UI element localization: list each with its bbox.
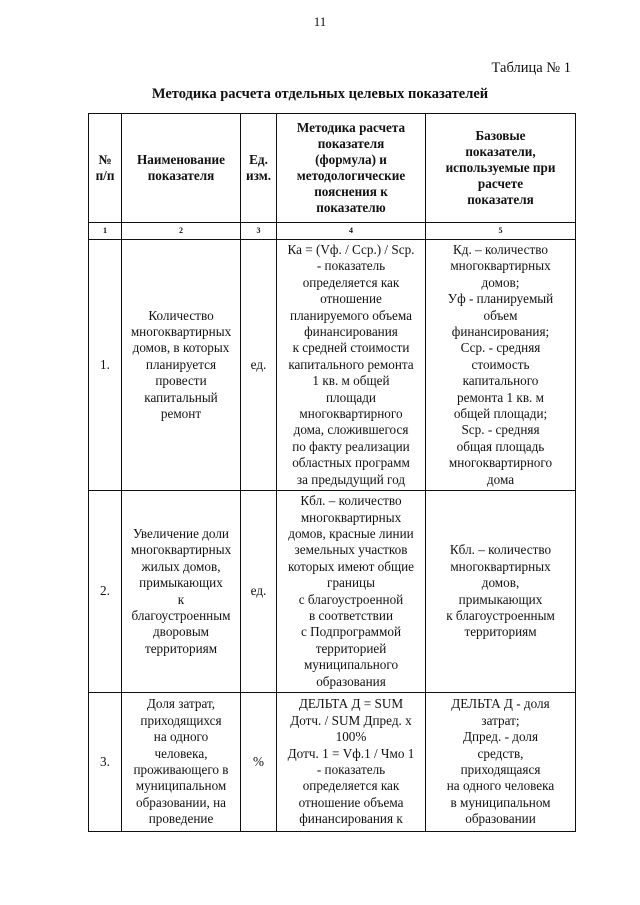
base-indicators (426, 692, 576, 831)
cell-line: с Подпрограммой (300, 624, 402, 640)
cell-line: на одного человека (446, 778, 555, 794)
cell-line: 100% (335, 729, 367, 745)
cell-line: домов, (481, 575, 520, 591)
cell-line: образовании, на (135, 794, 227, 810)
column-number: 3 (241, 223, 277, 240)
cell-line: методологические (296, 168, 406, 183)
cell-line: отношение (320, 291, 382, 307)
table-row (89, 491, 576, 693)
column-number: 4 (277, 223, 426, 240)
cell-line: Sср. - средняя (461, 422, 540, 438)
cell-line: провести (155, 373, 207, 389)
cell-line: дворовым (152, 624, 210, 640)
header-cell (89, 114, 122, 223)
cell-line: Кбл. – количество (300, 493, 402, 509)
document-title: Методика расчета отдельных целевых показателей (151, 86, 489, 102)
column-number: 1 (89, 223, 122, 240)
cell-line: Кбл. – количество (449, 542, 552, 558)
cell-line: ремонт (160, 406, 202, 422)
cell-line: показателя (317, 136, 385, 151)
cell-line: финансирования; (451, 324, 550, 340)
cell-line: капитального (462, 373, 539, 389)
cell-line: домов, красные линии (288, 525, 414, 541)
cell-line: примыкающих (458, 591, 543, 607)
cell-line: средств, (477, 745, 524, 761)
cell-line: образования (316, 673, 386, 689)
cell-line: используемые при (445, 160, 556, 175)
cell-line: № (98, 152, 112, 167)
table-header-row (89, 114, 576, 223)
cell-line: Ед. (249, 152, 268, 167)
cell-line: определяется как (302, 274, 400, 290)
cell-line: территориям (464, 624, 537, 640)
cell-line: на одного (153, 729, 209, 745)
calculation-method (277, 692, 426, 831)
cell-line: пояснения к (314, 184, 388, 199)
base-indicators (426, 240, 576, 491)
cell-line: финансирования к (299, 811, 403, 827)
cell-line: к средней стоимости (292, 340, 410, 356)
cell-line: - показатель (316, 258, 386, 274)
row-number: 2. (89, 491, 122, 693)
cell-line: многоквартирных (300, 509, 402, 525)
cell-line: Увеличение доли (132, 525, 229, 541)
cell-line: расчете (477, 176, 524, 191)
cell-line: Сср. - средняя (460, 340, 541, 356)
cell-line: примыкающих (139, 575, 223, 591)
cell-line: образовании (465, 811, 536, 827)
cell-line: планируемого объема (290, 307, 412, 323)
cell-line: жилых домов, (141, 558, 221, 574)
cell-line: многоквартирных (450, 258, 551, 274)
cell-line: Дотч. / SUM Дпред. х (290, 712, 412, 728)
cell-line: Ка = (Vф. / Сср.) / Sср. (287, 242, 415, 257)
cell-line: Доля затрат, (146, 696, 216, 712)
header-cell (426, 114, 576, 223)
cell-line: Количество (148, 307, 214, 323)
cell-line: муниципального (303, 657, 399, 673)
header-cell (122, 114, 241, 223)
cell-line: дома (486, 471, 515, 487)
cell-line: благоустроенным (131, 607, 231, 623)
table-row (89, 692, 576, 831)
cell-line: областных программ (292, 455, 410, 471)
cell-line: человека, (154, 745, 208, 761)
indicator-name (122, 692, 241, 831)
indicator-name (122, 491, 241, 693)
cell-line: Уф - планируемый (447, 291, 554, 307)
cell-line: - показатель (316, 761, 386, 777)
cell-line: в соответствии (308, 607, 394, 623)
cell-line: показателя (467, 192, 534, 207)
cell-line: проживающего в (133, 761, 229, 777)
cell-line: показатели, (465, 144, 536, 159)
cell-line: показателю (316, 200, 386, 215)
cell-line: домов; (481, 274, 520, 290)
cell-line: капитальный (144, 389, 218, 405)
cell-line: территорией (315, 640, 387, 656)
cell-line: к (177, 591, 185, 607)
cell-line: домов, в которых (132, 340, 230, 356)
cell-line: ДЕЛЬТА Д = SUM (298, 696, 404, 712)
cell-line: к благоустроенным (446, 607, 555, 623)
base-indicators (426, 491, 576, 693)
cell-line: изм. (246, 168, 271, 183)
cell-line: планируется (145, 356, 217, 372)
cell-line: Наименование (137, 152, 225, 167)
cell-line: показателя (147, 168, 215, 183)
header-cell (277, 114, 426, 223)
column-number-row (89, 223, 576, 240)
cell-line: за предыдущий год (296, 471, 406, 487)
cell-line: Дотч. 1 = Vф.1 / Чмо 1 (287, 745, 415, 761)
cell-line: ДЕЛЬТА Д - доля (451, 696, 550, 712)
cell-line: дома, сложившегося (293, 422, 409, 438)
cell-line: стоимость (471, 356, 530, 372)
column-number: 5 (426, 223, 576, 240)
header-cell (241, 114, 277, 223)
cell-line: с благоустроенной (298, 591, 404, 607)
cell-line: определяется как (302, 778, 400, 794)
table-row (89, 240, 576, 491)
calculation-method (277, 240, 426, 491)
indicators-table (88, 113, 576, 832)
cell-line: (формула) и (315, 152, 387, 167)
cell-line: многоквартирных (130, 324, 232, 340)
cell-line: в муниципальном (450, 794, 551, 810)
cell-line: 1 кв. м общей (312, 373, 390, 389)
cell-line: площади (325, 389, 376, 405)
cell-line: многоквартирного (448, 455, 553, 471)
cell-line: капитального ремонта (288, 356, 414, 372)
cell-line: отношение объема (298, 794, 404, 810)
cell-line: проведение (148, 811, 214, 827)
cell-line: приходящихся (140, 712, 222, 728)
calculation-method (277, 491, 426, 693)
cell-line: объем (483, 307, 518, 323)
cell-line: многоквартирного (299, 406, 403, 422)
row-number: 1. (89, 240, 122, 491)
cell-line: финансирования (304, 324, 398, 340)
cell-line: приходящаяся (460, 761, 541, 777)
unit: ед. (241, 240, 277, 491)
cell-line: Кд. – количество (453, 242, 548, 257)
cell-line: Базовые (475, 128, 526, 143)
cell-line: п/п (95, 168, 115, 183)
cell-line: затрат; (481, 712, 520, 728)
row-number: 3. (89, 692, 122, 831)
cell-line: которых имеют общие (287, 558, 415, 574)
cell-line: земельных участков (294, 542, 408, 558)
unit: ед. (241, 491, 277, 693)
cell-line: Дпред. - доля (462, 729, 539, 745)
cell-line: ремонта 1 кв. м (457, 389, 544, 405)
cell-line: муниципальном (135, 778, 227, 794)
table-label: Таблица № 1 (491, 60, 571, 76)
cell-line: общая площадь (456, 438, 545, 454)
indicator-name (122, 240, 241, 491)
page-number: 11 (313, 14, 327, 29)
cell-line: по факту реализации (292, 438, 410, 454)
cell-line: Методика расчета (296, 120, 406, 135)
unit: % (241, 692, 277, 831)
cell-line: многоквартирных (130, 542, 232, 558)
cell-line: многоквартирных (450, 558, 551, 574)
cell-line: границы (327, 575, 375, 591)
cell-line: территориям (144, 640, 218, 656)
column-number: 2 (122, 223, 241, 240)
cell-line: общей площади; (453, 406, 548, 422)
